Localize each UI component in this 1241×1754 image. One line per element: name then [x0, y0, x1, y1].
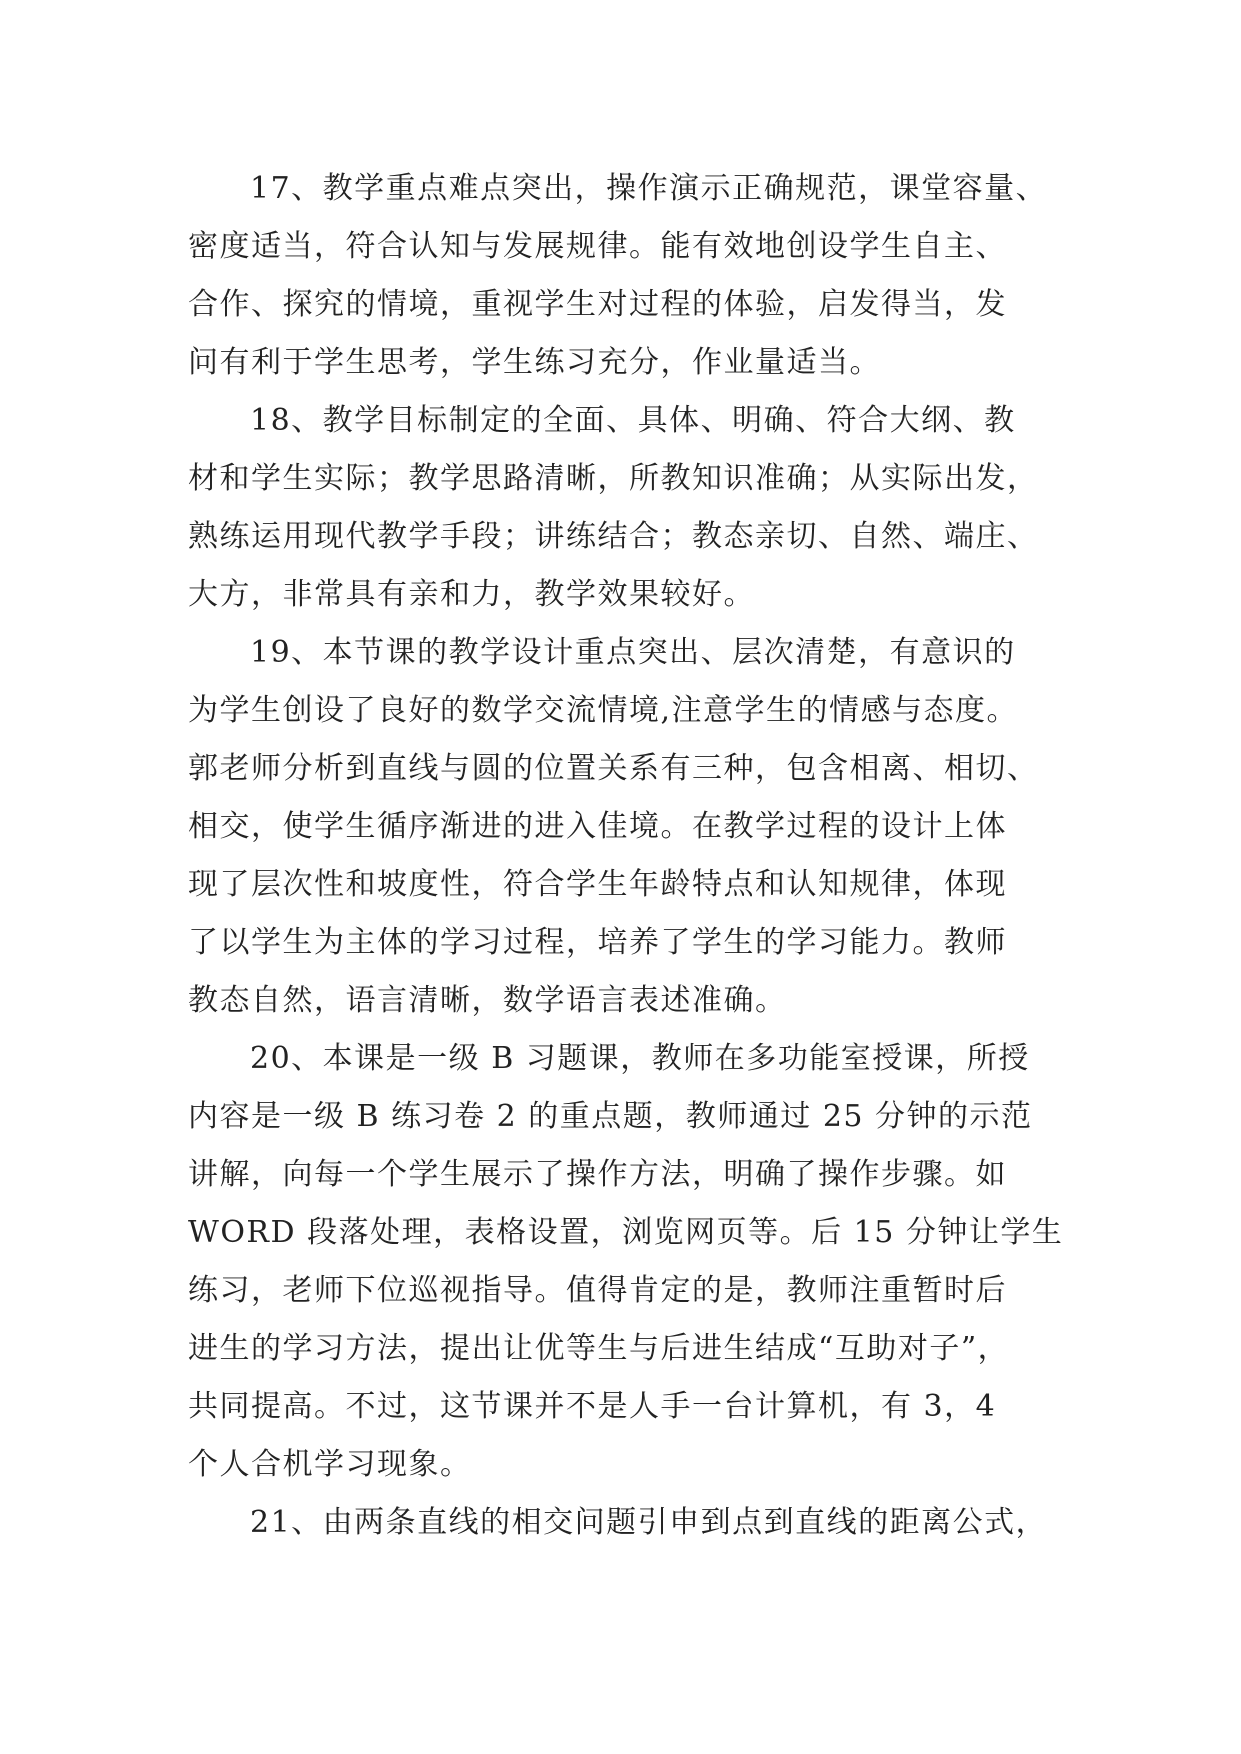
text-line: WORD 段落处理，表格设置，浏览网页等。后 15 分钟让学生	[188, 1215, 1064, 1250]
document-body	[188, 160, 1068, 1552]
text-line: 合作、探究的情境，重视学生对过程的体验，启发得当，发	[188, 287, 1007, 322]
text-line: 练习，老师下位巡视指导。值得肯定的是，教师注重暂时后	[188, 1273, 1007, 1308]
paragraph-17	[188, 160, 1068, 392]
text-line: 密度适当，符合认知与发展规律。能有效地创设学生自主、	[188, 229, 1007, 264]
text-line: 郭老师分析到直线与圆的位置关系有三种，包含相离、相切、	[188, 751, 1039, 786]
text-line: 了以学生为主体的学习过程，培养了学生的学习能力。教师	[188, 925, 1007, 960]
paragraph-18	[188, 392, 1068, 624]
text-line: 共同提高。不过，这节课并不是人手一台计算机，有 3，4	[188, 1389, 997, 1424]
paragraph-19	[188, 624, 1068, 1030]
text-line: 讲解，向每一个学生展示了操作方法，明确了操作步骤。如	[188, 1157, 1007, 1192]
text-line: 材和学生实际；教学思路清晰，所教知识准确；从实际出发，	[188, 461, 1039, 496]
text-line: 17、教学重点难点突出，操作演示正确规范，课堂容量、	[250, 171, 1048, 206]
text-line: 问有利于学生思考，学生练习充分，作业量适当。	[188, 345, 881, 380]
text-line: 进生的学习方法，提出让优等生与后进生结成“互助对子”，	[188, 1331, 1010, 1366]
paragraph-21	[188, 1494, 1068, 1552]
text-line: 19、本节课的教学设计重点突出、层次清楚，有意识的	[250, 635, 1016, 670]
text-line: 现了层次性和坡度性，符合学生年龄特点和认知规律，体现	[188, 867, 1007, 902]
text-line: 相交，使学生循序渐进的进入佳境。在教学过程的设计上体	[188, 809, 1007, 844]
text-line: 18、教学目标制定的全面、具体、明确、符合大纲、教	[250, 403, 1016, 438]
text-line: 20、本课是一级 B 习题课，教师在多功能室授课，所授	[250, 1041, 1030, 1076]
text-line: 大方，非常具有亲和力，教学效果较好。	[188, 577, 755, 612]
text-line: 21、由两条直线的相交问题引申到点到直线的距离公式，	[250, 1505, 1048, 1540]
text-line: 内容是一级 B 练习卷 2 的重点题，教师通过 25 分钟的示范	[188, 1099, 1033, 1134]
text-line: 个人合机学习现象。	[188, 1447, 472, 1482]
text-line: 熟练运用现代教学手段；讲练结合；教态亲切、自然、端庄、	[188, 519, 1039, 554]
text-line: 教态自然，语言清晰，数学语言表述准确。	[188, 983, 787, 1018]
paragraph-20	[188, 1030, 1068, 1494]
text-line: 为学生创设了良好的数学交流情境,注意学生的情感与态度。	[188, 693, 1019, 728]
